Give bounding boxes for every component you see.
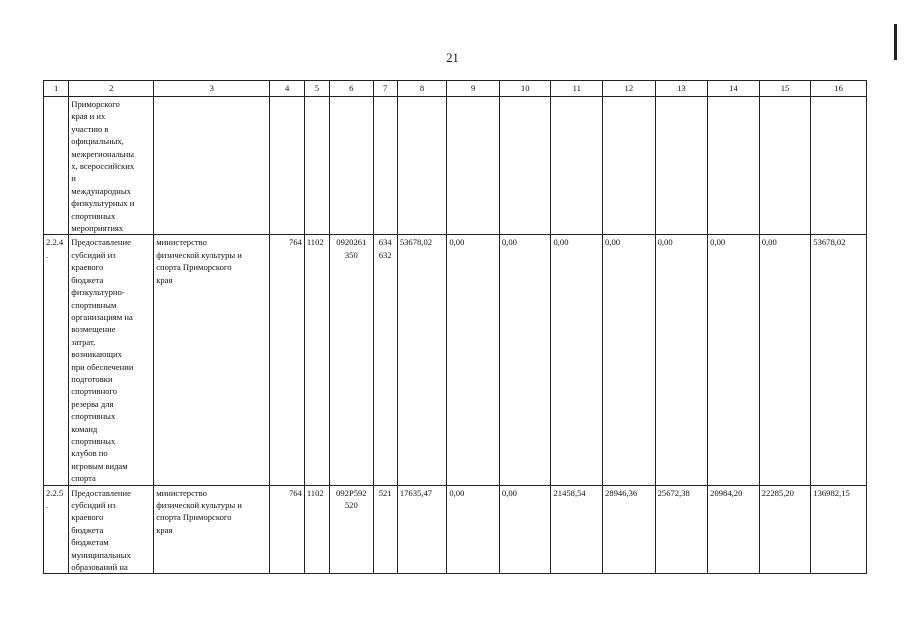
row-value — [708, 97, 760, 235]
row-rzpr: 1102 — [304, 485, 329, 574]
row-executor — [154, 97, 270, 235]
row-value — [759, 97, 811, 235]
row-value: 0,00 — [499, 485, 551, 574]
column-number: 10 — [499, 81, 551, 97]
row-executor: министерство физической культуры и спорта Приморского края — [154, 235, 270, 485]
row-value: 28946,36 — [603, 485, 656, 574]
row-value: 21458,54 — [551, 485, 603, 574]
row-executor: министерство физической культуры и спорта Приморского края — [154, 485, 270, 574]
row-code — [44, 97, 69, 235]
row-value: 20984,20 — [708, 485, 760, 574]
budget-table — [43, 80, 867, 574]
row-value: 25672,38 — [655, 485, 708, 574]
row-rzpr: 1102 — [304, 235, 329, 485]
column-number: 12 — [603, 81, 656, 97]
column-number: 9 — [447, 81, 500, 97]
table-row — [44, 485, 867, 574]
page-edge-mark — [894, 24, 897, 60]
row-csr — [330, 97, 373, 235]
column-number: 7 — [373, 81, 397, 97]
row-value: 0,00 — [655, 235, 708, 485]
column-number: 11 — [551, 81, 603, 97]
table-row — [44, 235, 867, 485]
row-value: 0,00 — [551, 235, 603, 485]
row-total: 136982,15 — [811, 485, 867, 574]
row-csr: 0920261 350 — [330, 235, 373, 485]
row-value: 0,00 — [499, 235, 551, 485]
row-value — [447, 97, 500, 235]
row-value: 17635,47 — [397, 485, 447, 574]
column-number: 15 — [759, 81, 811, 97]
row-code: 2.2.5 . — [44, 485, 69, 574]
column-number: 16 — [811, 81, 867, 97]
row-grbs: 764 — [270, 485, 304, 574]
row-vr: 634 632 — [373, 235, 397, 485]
column-number: 2 — [69, 81, 154, 97]
row-value — [397, 97, 447, 235]
row-value: 22285,20 — [759, 485, 811, 574]
row-description: Приморского края и их участию в официальных, межрегиональны х, всероссийских и международных физкультурных и спортивных мероприятиях — [69, 97, 154, 235]
column-number: 4 — [270, 81, 304, 97]
row-total: 53678,02 — [811, 235, 867, 485]
row-value: 0,00 — [603, 235, 656, 485]
row-vr — [373, 97, 397, 235]
column-number: 6 — [330, 81, 373, 97]
row-value: 0,00 — [759, 235, 811, 485]
row-value — [655, 97, 708, 235]
page-number: 21 — [446, 51, 459, 65]
row-grbs — [270, 97, 304, 235]
row-value: 53678,02 — [397, 235, 447, 485]
table-row — [44, 97, 867, 235]
column-number: 14 — [708, 81, 760, 97]
row-value — [499, 97, 551, 235]
column-number: 3 — [154, 81, 270, 97]
column-number: 8 — [397, 81, 447, 97]
row-code: 2.2.4 . — [44, 235, 69, 485]
row-value — [603, 97, 656, 235]
row-description: Предоставление субсидий из краевого бюджета бюджетам муниципальных образований на — [69, 485, 154, 574]
row-grbs: 764 — [270, 235, 304, 485]
row-value: 0,00 — [708, 235, 760, 485]
row-rzpr — [304, 97, 329, 235]
column-number: 13 — [655, 81, 708, 97]
row-vr: 521 — [373, 485, 397, 574]
column-number: 1 — [44, 81, 69, 97]
row-value: 0,00 — [447, 235, 500, 485]
row-csr: 092P592 520 — [330, 485, 373, 574]
column-number-row — [44, 81, 867, 97]
row-value: 0,00 — [447, 485, 500, 574]
row-description: Предоставление субсидий из краевого бюджета физкультурно- спортивным организациям на возмещение затрат, возникающих при обеспечении подготовки спортивного резерва для спортивных команд спортивных клубов по игровым видам спорта — [69, 235, 154, 485]
row-value — [551, 97, 603, 235]
row-total — [811, 97, 867, 235]
column-number: 5 — [304, 81, 329, 97]
